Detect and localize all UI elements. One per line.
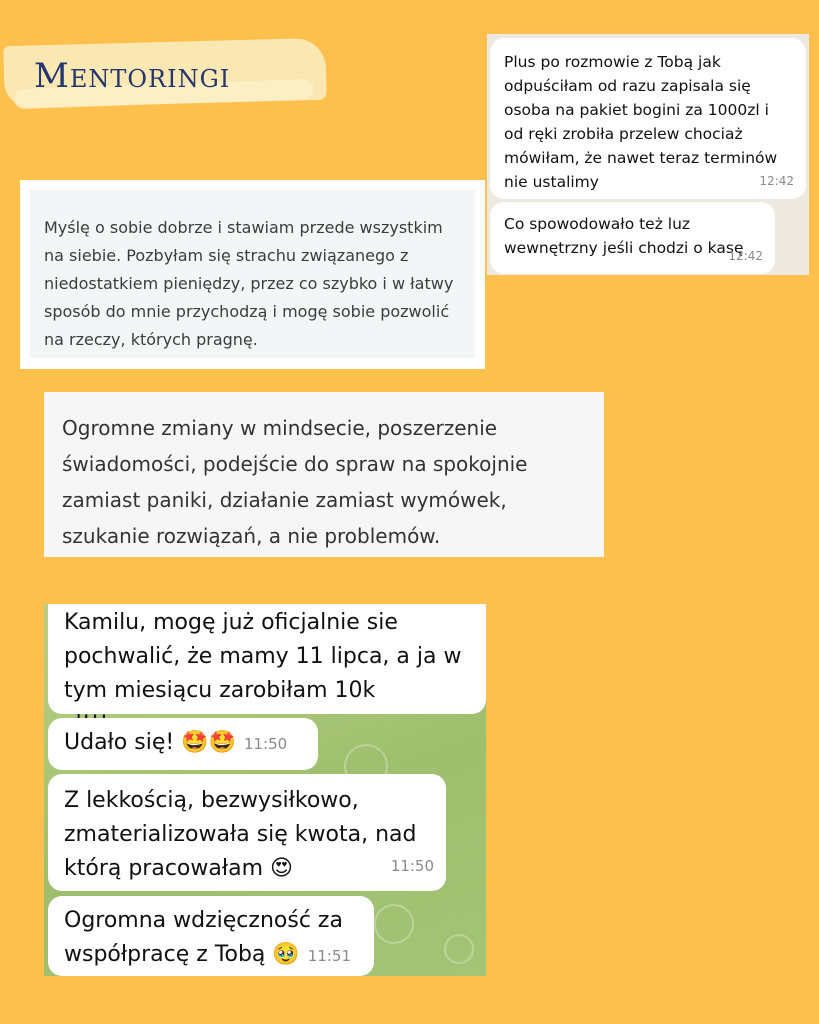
chat-message: [48, 896, 374, 976]
message-text: Z lekkością, bezwysiłkowo, zmaterializowała się kwota, nad którą pracowałam 😍: [64, 788, 417, 881]
chat-message: [490, 38, 806, 199]
page-title: Mentoringi: [34, 56, 231, 96]
message-time: 12:42: [728, 249, 763, 263]
testimonial-card-1: [20, 180, 485, 369]
message-time: 11:50: [390, 857, 434, 875]
title-banner: [0, 38, 330, 110]
message-text: Udało się! 🤩🤩: [64, 730, 236, 755]
wallpaper-doodle: [374, 904, 414, 944]
message-text: Kamilu, mogę już oficjalnie sie pochwalić, że mamy 11 lipca, a ja w tym miesiącu zarobiłam 10k: [64, 610, 462, 703]
chat-screenshot-1: [487, 34, 809, 275]
message-text: Plus po rozmowie z Tobą jak odpuściłam od razu zapisala się osoba na pakiet bogini za 1000zl i od ręki zrobiła przelew chociaż mówiłam, że nawet teraz terminów nie ustalimy: [504, 53, 778, 191]
chat-message: [48, 718, 318, 770]
message-text: Ogromna wdzięczność za współpracę z Tobą 🥹: [64, 908, 343, 967]
chat-message: [490, 202, 775, 274]
message-text: Co spowodowało też luz wewnętrzny jeśli chodzi o kasę: [504, 215, 744, 257]
message-time: 11:51: [307, 947, 352, 965]
message-time: 11:50: [243, 735, 288, 753]
message-time: 12:42: [759, 174, 794, 188]
testimonial-text: Myślę o sobie dobrze i stawiam przede wszystkim na siebie. Pozbyłam się strachu związanego z niedostatkiem pieniędzy, przez co szybko i w łatwy sposób do mnie przychodzą i mogę sobie pozwolić na rzeczy, których pragnę.: [30, 190, 475, 358]
chat-screenshot-2: [44, 604, 486, 976]
testimonial-card-2: Ogromne zmiany w mindsecie, poszerzenie świadomości, podejście do spraw na spokojnie zamiast paniki, działanie zamiast wymówek, szukanie rozwiązań, a nie problemów.: [44, 392, 604, 557]
chat-message: [48, 774, 446, 891]
chat-message: [48, 604, 486, 714]
wallpaper-doodle: [444, 934, 474, 964]
